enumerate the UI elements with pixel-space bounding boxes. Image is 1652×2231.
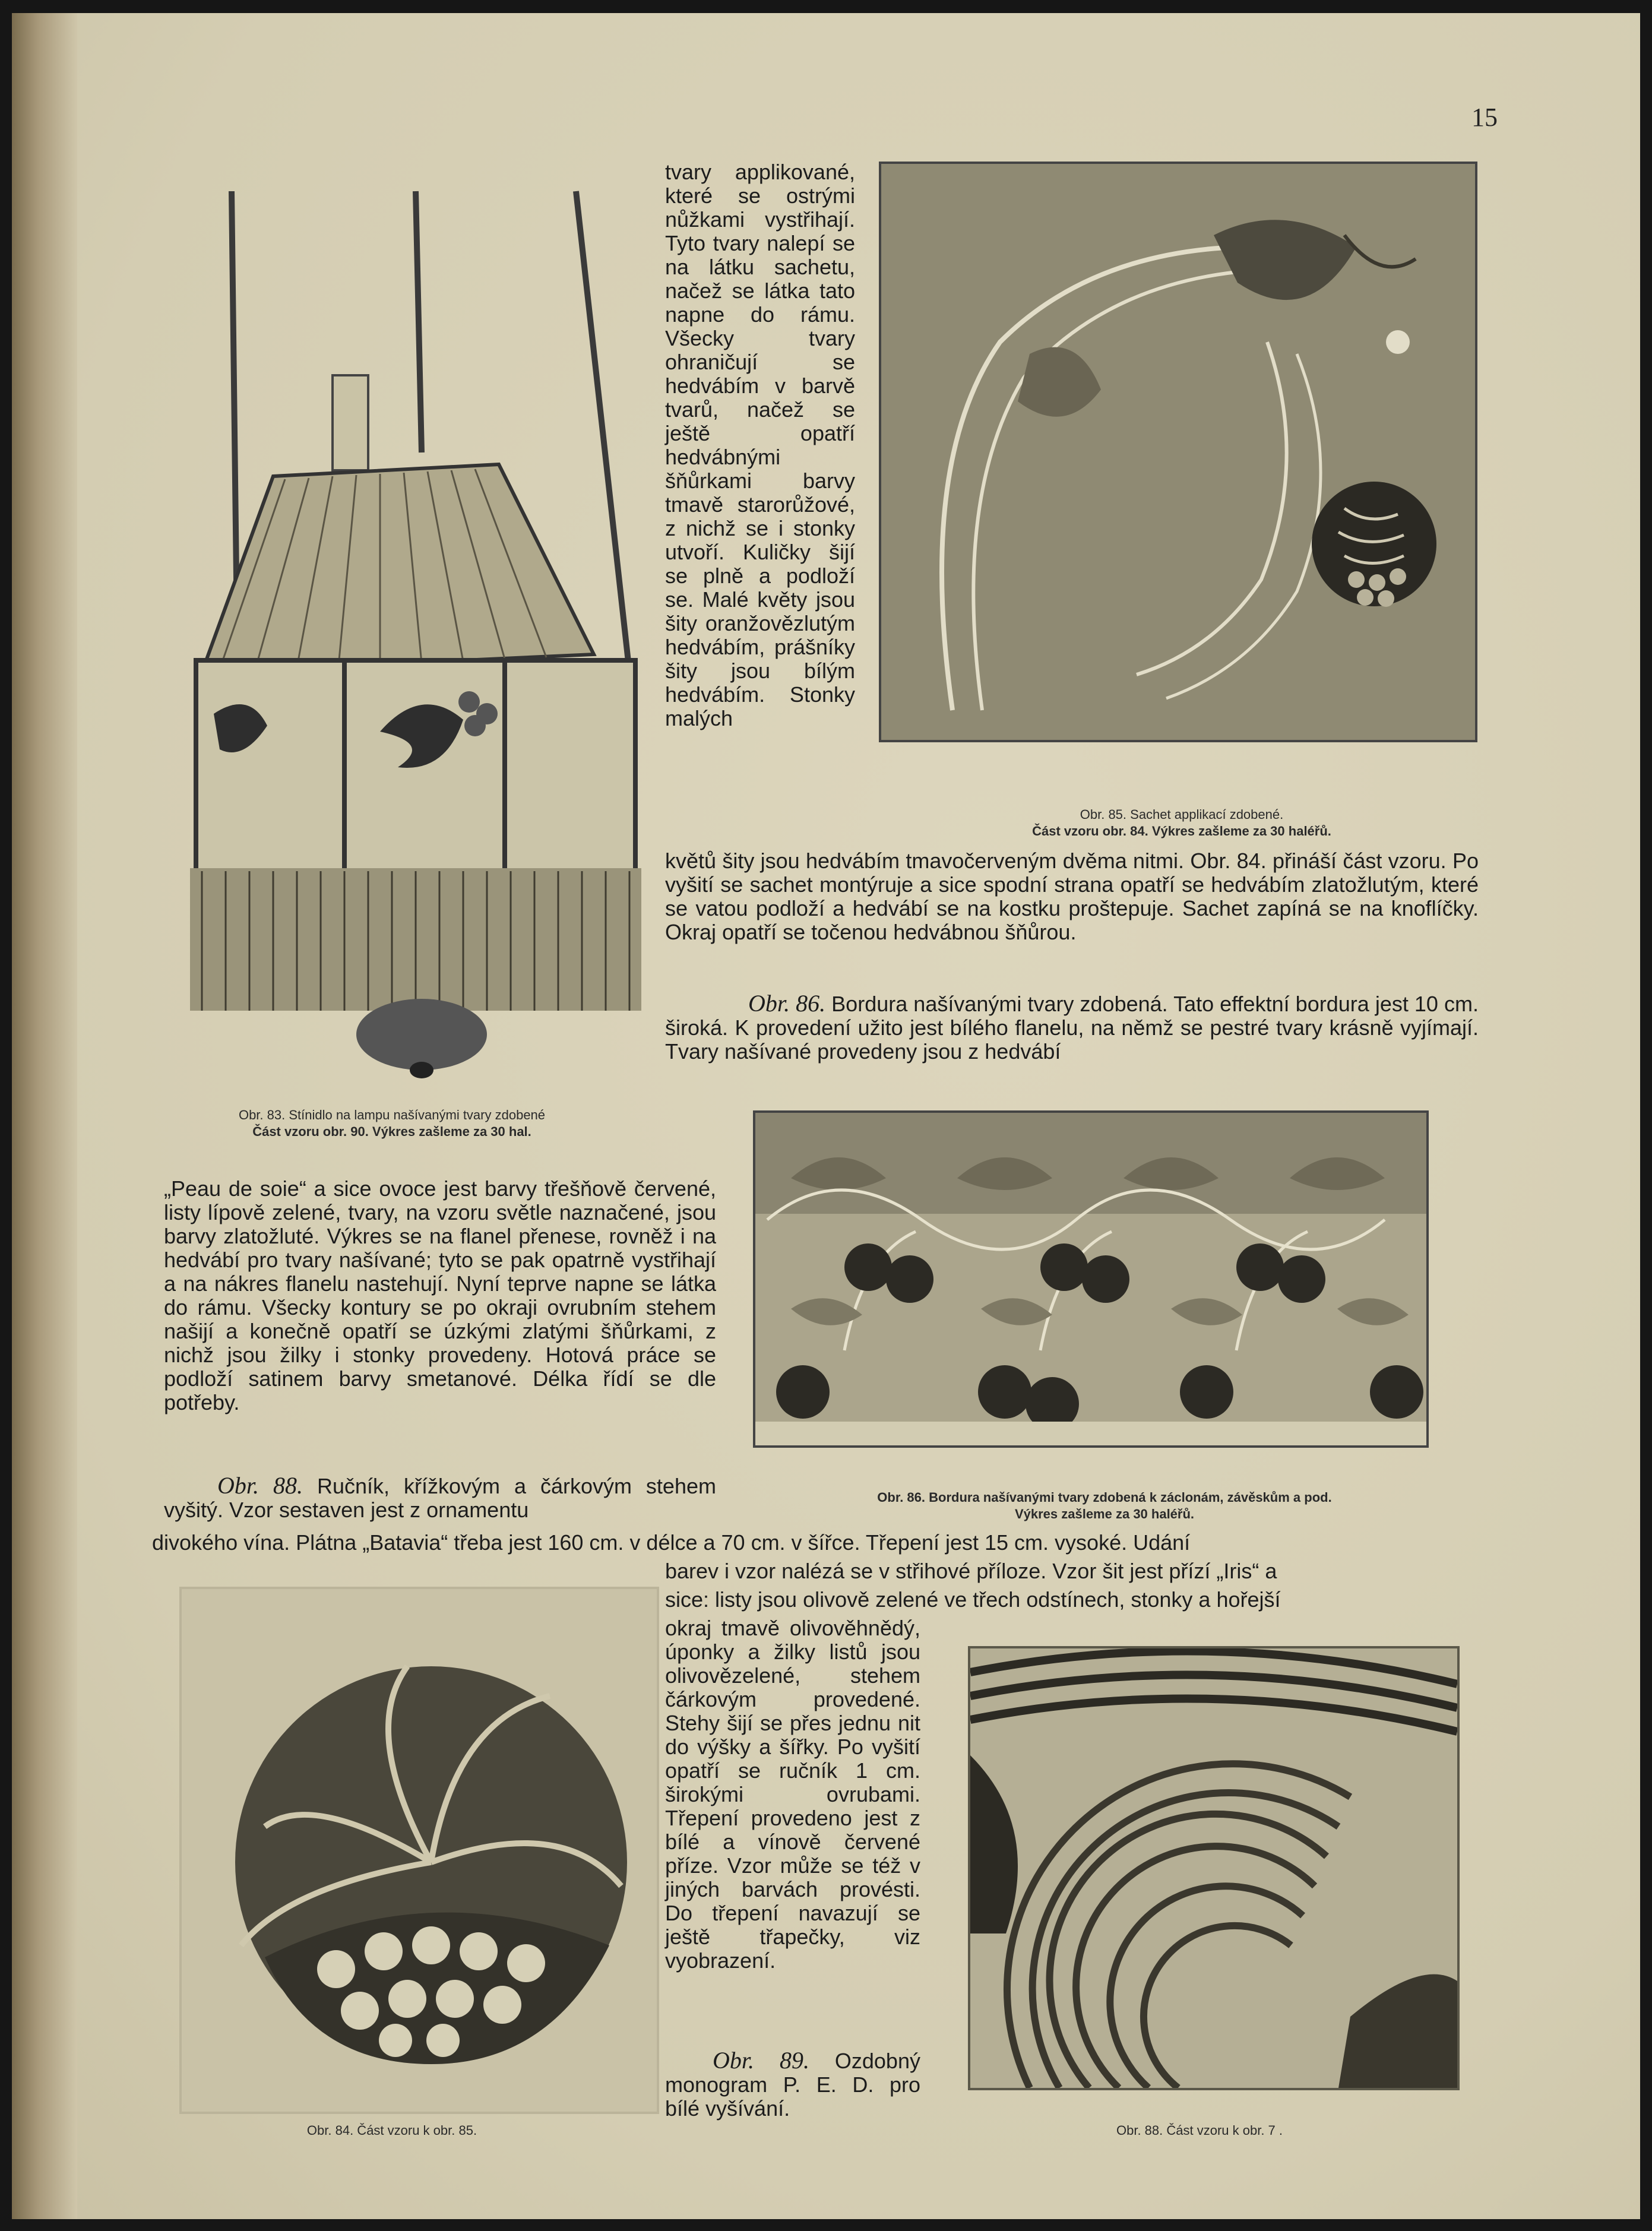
book-gutter bbox=[12, 13, 77, 2219]
text-obr-89: Obr. 89. Ozdobný monogram P. E. D. pro bílé vyšívání. bbox=[665, 2047, 920, 2121]
page bbox=[12, 13, 1640, 2219]
text-peau-de-soie: „Peau de soie“ a sice ovoce jest barvy třešňově červené, listy lípově zelené, tvary, na vzoru světle naznačené, jsou barvy zlatožluté. Výkres se na flanel přenese, rovněž i na hedvábí pro tvary našívané; tyto se pak opatrně vystřihají a na nákres flanelu nastehují. Nyní teprve napne se látka do rámu. Všecky kontury se po okraji ovrubním stehem našijí a konečně opatří se úzkými zlatými šňůrkami, z nichž jsou žilky i stonky provedeny. Hotová práce se podloží satinem barvy smetanové. Délka řídí se dle potřeby. bbox=[164, 1176, 716, 1414]
caption-fig-88: Obr. 88. Část vzoru k obr. 7 . bbox=[1116, 2123, 1283, 2138]
obr-89-label: Obr. 89. bbox=[713, 2047, 809, 2074]
caption-fig-83: Obr. 83. Stínidlo na lampu našívanými tvary zdobené Část vzoru obr. 90. Výkres zašleme za 30 hal. bbox=[238, 1107, 546, 1139]
text-obr-88: Obr. 88. Ručník, křížkovým a čárkovým stehem vyšitý. Vzor sestaven jest z ornamentu bbox=[164, 1472, 716, 1522]
figure-86-border bbox=[753, 1110, 1429, 1448]
caption-fig-86: Obr. 86. Bordura našívanými tvary zdobená k záclonám, závěskům a pod. Výkres zašleme za 30 haléřů. bbox=[877, 1490, 1332, 1521]
text-obr-86: Obr. 86. Bordura našívanými tvary zdobená. Tato effektní bordura jest 10 cm. široká. K provedení užito jest bílého flanelu, na němž se pestré tvary krásně vyjímají. Tvary našívané provedeny jsou z hedvábí bbox=[665, 990, 1479, 1064]
text-right-line-1: barev i vzor nalézá se v střihové příloze. Vzor šit jest přízí „Iris“ a bbox=[665, 1559, 1277, 1583]
text-right-line-2: sice: listy jsou olivově zelené ve třech odstínech, stonky a hořejší bbox=[665, 1587, 1281, 1612]
text-towel-details: okraj tmavě olivověhnědý, úponky a žilky listů jsou olivovězelené, stehem čárkovým provedené. Stehy šijí se přes jednu nit do výšky a šířky. Po vyšití opatří se ručník 1 cm. širokými ovrubami. Třepení provedeno jest z bílé a vínově červené příze. Vzor může se též v jiných barvách provésti. Do třepení navazují se ještě třapečky, viz vyobrazení. bbox=[665, 1616, 920, 1973]
text-sachet-continued: květů šity jsou hedvábím tmavočerveným dvěma nitmi. Obr. 84. přináší část vzoru. Po vyšití se sachet montýruje a sice spodní strana opatří se hedvábím zlatožlutým, které se vatou podloží a hedvábí se na kostku proštepuje. Sachet zapíná se na knoflíčky. Okraj opatří se točenou hedvábnou šňůrou. bbox=[665, 849, 1479, 944]
obr-88-label: Obr. 88. bbox=[217, 1472, 303, 1499]
figure-85-sachet bbox=[879, 162, 1477, 742]
figure-83-lamp bbox=[166, 179, 677, 1094]
text-sachet-intro: tvary applikované, které se ostrými nůžkami vystřihají. Tyto tvary nalepí se na látku sachetu, načež se látka tato napne do rámu. Všecky tvary ohraničují se hedvábím v barvě tvarů, načež se ještě opatří hedvábnými šňůrkami barvy tmavě starorůžové, z nichž se i stonky utvoří. Kuličky šijí se plně a podloží se. Malé květy jsou šity oranžovězlutým hedvábím, prášníky šity jsou bílým hedvábím. Stonky malých bbox=[665, 160, 855, 730]
figure-88-pattern bbox=[968, 1646, 1460, 2090]
caption-fig-85: Obr. 85. Sachet applikací zdobené. Část vzoru obr. 84. Výkres zašleme za 30 haléřů. bbox=[1032, 807, 1331, 838]
page-number: 15 bbox=[1471, 103, 1498, 132]
obr-86-label: Obr. 86. bbox=[748, 990, 826, 1017]
figure-84-pattern bbox=[179, 1587, 659, 2114]
caption-fig-84: Obr. 84. Část vzoru k obr. 85. bbox=[306, 2123, 477, 2138]
text-full-width-line: divokého vína. Plátna „Batavia“ třeba jest 160 cm. v délce a 70 cm. v šířce. Třepení jest 15 cm. vysoké. Udání bbox=[152, 1530, 1191, 1555]
